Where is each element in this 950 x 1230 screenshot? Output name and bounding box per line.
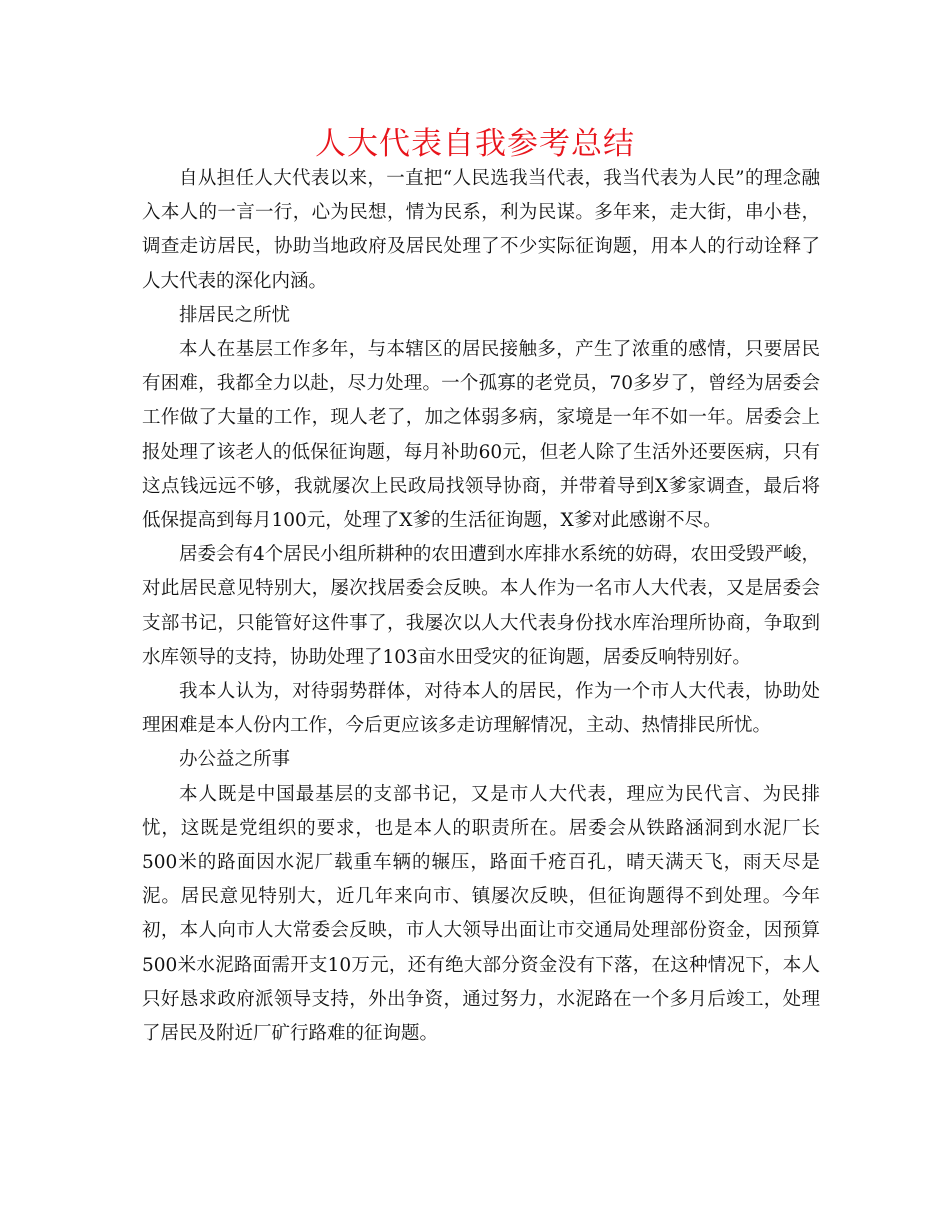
paragraph-intro: 自从担任人大代表以来，一直把“人民选我当代表，我当代表为人民”的理念融入本人的一言一行，心为民想，情为民系，利为民谋。多年来，走大街，串小巷，调查走访居民，协助当地政府及居民处理了不少实际征询题，用本人的行动诠释了人大代表的深化内涵。	[142, 168, 820, 292]
paragraph: 本人既是中国最基层的支部书记，又是市人大代表，理应为民代言、为民排忧，这既是党组织的要求，也是本人的职责所在。居委会从铁路涵洞到水泥厂长500米的路面因水泥厂载重车辆的辗压，路面千疮百孔，晴天满天飞，雨天尽是泥。居民意见特别大，近几年来向市、镇屡次反映，但征询题得不到处理。今年初，本人向市人大常委会反映，市人大领导出面让市交通局处理部份资金，因预算500米水泥路面需开支10万元，还有绝大部分资金没有下落，在这种情况下，本人只好恳求政府派领导支持，外出争资，通过努力，水泥路在一个多月后竣工，处理了居民及附近厂矿行路难的征询题。	[142, 783, 820, 1045]
document-title: 人大代表自我参考总结	[315, 126, 635, 162]
paragraph: 我本人认为，对待弱势群体，对待本人的居民，作为一个市人大代表，协助处理困难是本人份内工作，今后更应该多走访理解情况，主动、热情排民所忧。	[142, 681, 820, 737]
document-body	[142, 162, 820, 1051]
section-heading: 办公益之所事	[179, 749, 291, 771]
section-heading: 排居民之所忧	[179, 304, 291, 326]
paragraph: 本人在基层工作多年，与本辖区的居民接触多，产生了浓重的感情，只要居民有困难，我都全力以赴，尽力处理。一个孤寡的老党员，70多岁了，曾经为居委会工作做了大量的工作，现人老了，加之体弱多病，家境是一年不如一年。居委会上报处理了该老人的低保征询题，每月补助60元，但老人除了生活外还要医病，只有这点钱远远不够，我就屡次上民政局找领导协商，并带着导到X爹家调查，最后将低保提高到每月100元，处理了X爹的生活征询题，X爹对此感谢不尽。	[142, 339, 820, 532]
paragraph: 居委会有4个居民小组所耕种的农田遭到水库排水系统的妨碍，农田受毁严峻，对此居民意见特别大，屡次找居委会反映。本人作为一名市人大代表，又是居委会支部书记，只能管好这件事了，我屡次以人大代表身份找水库治理所协商，争取到水库领导的支持，协助处理了103亩水田受灾的征询题，居委反响特别好。	[142, 544, 820, 668]
